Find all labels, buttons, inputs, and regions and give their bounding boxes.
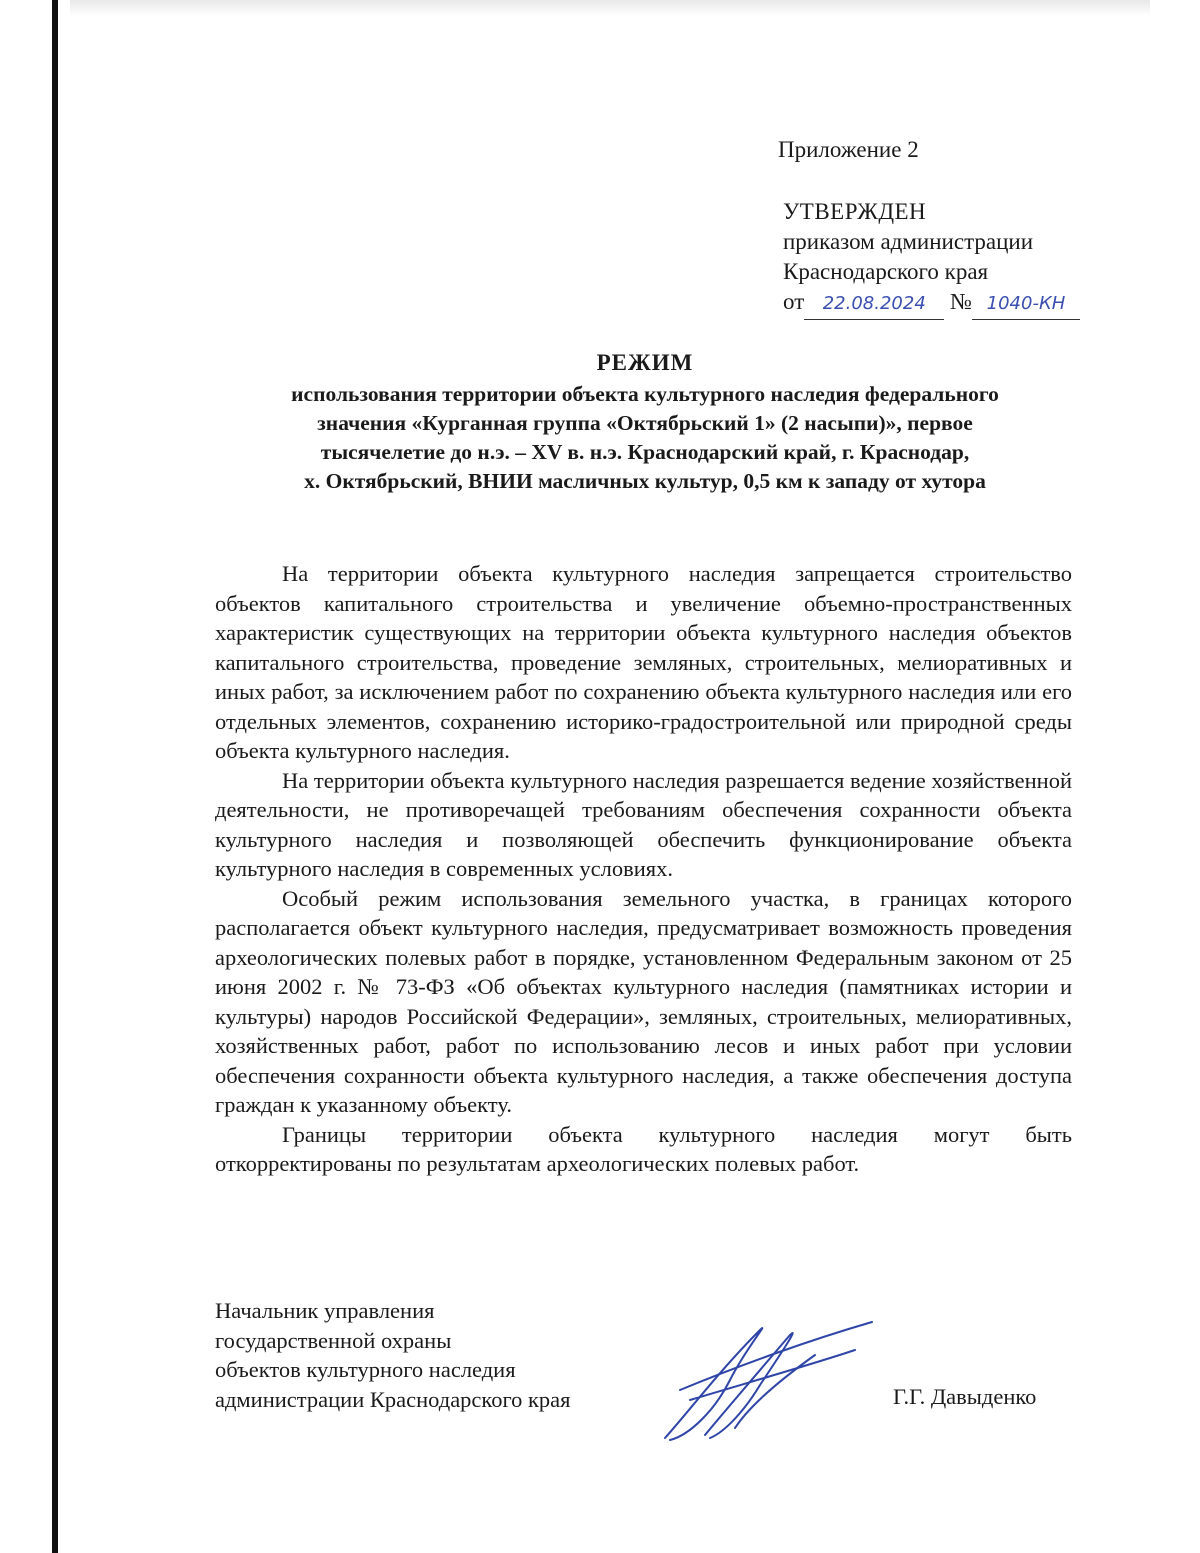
paragraph-4: Границы территории объекта культурного наследия могут быть откорректированы по результатам археологических полевых работ. <box>215 1121 1072 1176</box>
position-line-1: Начальник управления <box>215 1298 435 1323</box>
paragraph-2: На территории объекта культурного наследия разрешается ведение хозяйственной деятельности, не противоречащей требованиям обеспечения сохранности объекта культурного наследия и позволяющей обеспечить функционирование объекта культурного наследия в современных условиях. <box>215 767 1072 881</box>
signer-name: Г.Г. Давыденко <box>893 1384 1037 1409</box>
handwritten-date: 22.08.2024 <box>804 289 944 320</box>
handwritten-signature <box>650 1310 890 1450</box>
handwritten-number: 1040-КН <box>972 289 1080 320</box>
approval-line-1: приказом администрации <box>783 229 1034 254</box>
position-line-2: государственной охраны <box>215 1327 452 1353</box>
title-line-3: тысячелетие до н.э. – XV в. н.э. Краснодарский край, г. Краснодар, <box>320 440 970 464</box>
title-line-4: х. Октябрьский, ВНИИ масличных культур, 0,5 км к западу от хутора <box>304 469 986 493</box>
document-title <box>215 350 1075 496</box>
approval-date-line <box>783 287 1080 320</box>
number-prefix: № <box>950 289 972 314</box>
title-line-1: использования территории объекта культурного наследия федерального <box>291 382 999 406</box>
signatory-position <box>215 1296 571 1414</box>
approval-line-2: Краснодарского края <box>783 259 989 284</box>
scan-left-edge <box>52 0 58 1553</box>
date-prefix: от <box>783 289 805 314</box>
paragraph-3: Особый режим использования земельного участка, в границах которого располагается объект культурного наследия, предусматривает возможность проведения археологических полевых работ в порядке, установленном Федеральным законом от 25 июня 2002 г. № 73-ФЗ «Об объектах культурного наследия (памятниках истории и культуры) народов Российской Федерации», земляных, строительных, мелиоративных, хозяйственных работ, работ по использованию лесов и иных работ при условии обеспечения сохранности объекта культурного наследия, а также обеспечения доступа граждан к указанному объекту. <box>215 885 1072 1117</box>
title-main: РЕЖИМ <box>596 350 694 375</box>
scan-top-blur <box>70 0 1150 16</box>
paragraph-1: На территории объекта культурного наследия запрещается строительство объектов капитального строительства и увеличение объемно-пространственных характеристик существующих на территории объекта культурного наследия объектов капитального строительства, проведение земляных, строительных, мелиоративных и иных работ, за исключением работ по сохранению объекта культурного наследия или его отдельных элементов, сохранению историко-градостроительной или природной среды объекта культурного наследия. <box>215 561 1072 763</box>
position-line-3: объектов культурного наследия <box>215 1357 516 1382</box>
title-line-2: значения «Курганная группа «Октябрьский 1» (2 насыпи)», первое <box>317 411 973 435</box>
position-line-4: администрации Краснодарского края <box>215 1386 571 1412</box>
approval-stamp-block <box>783 197 1080 320</box>
appendix-label: Приложение 2 <box>778 137 919 162</box>
approval-heading: УТВЕРЖДЕН <box>783 199 927 224</box>
document-body <box>215 559 1072 1179</box>
